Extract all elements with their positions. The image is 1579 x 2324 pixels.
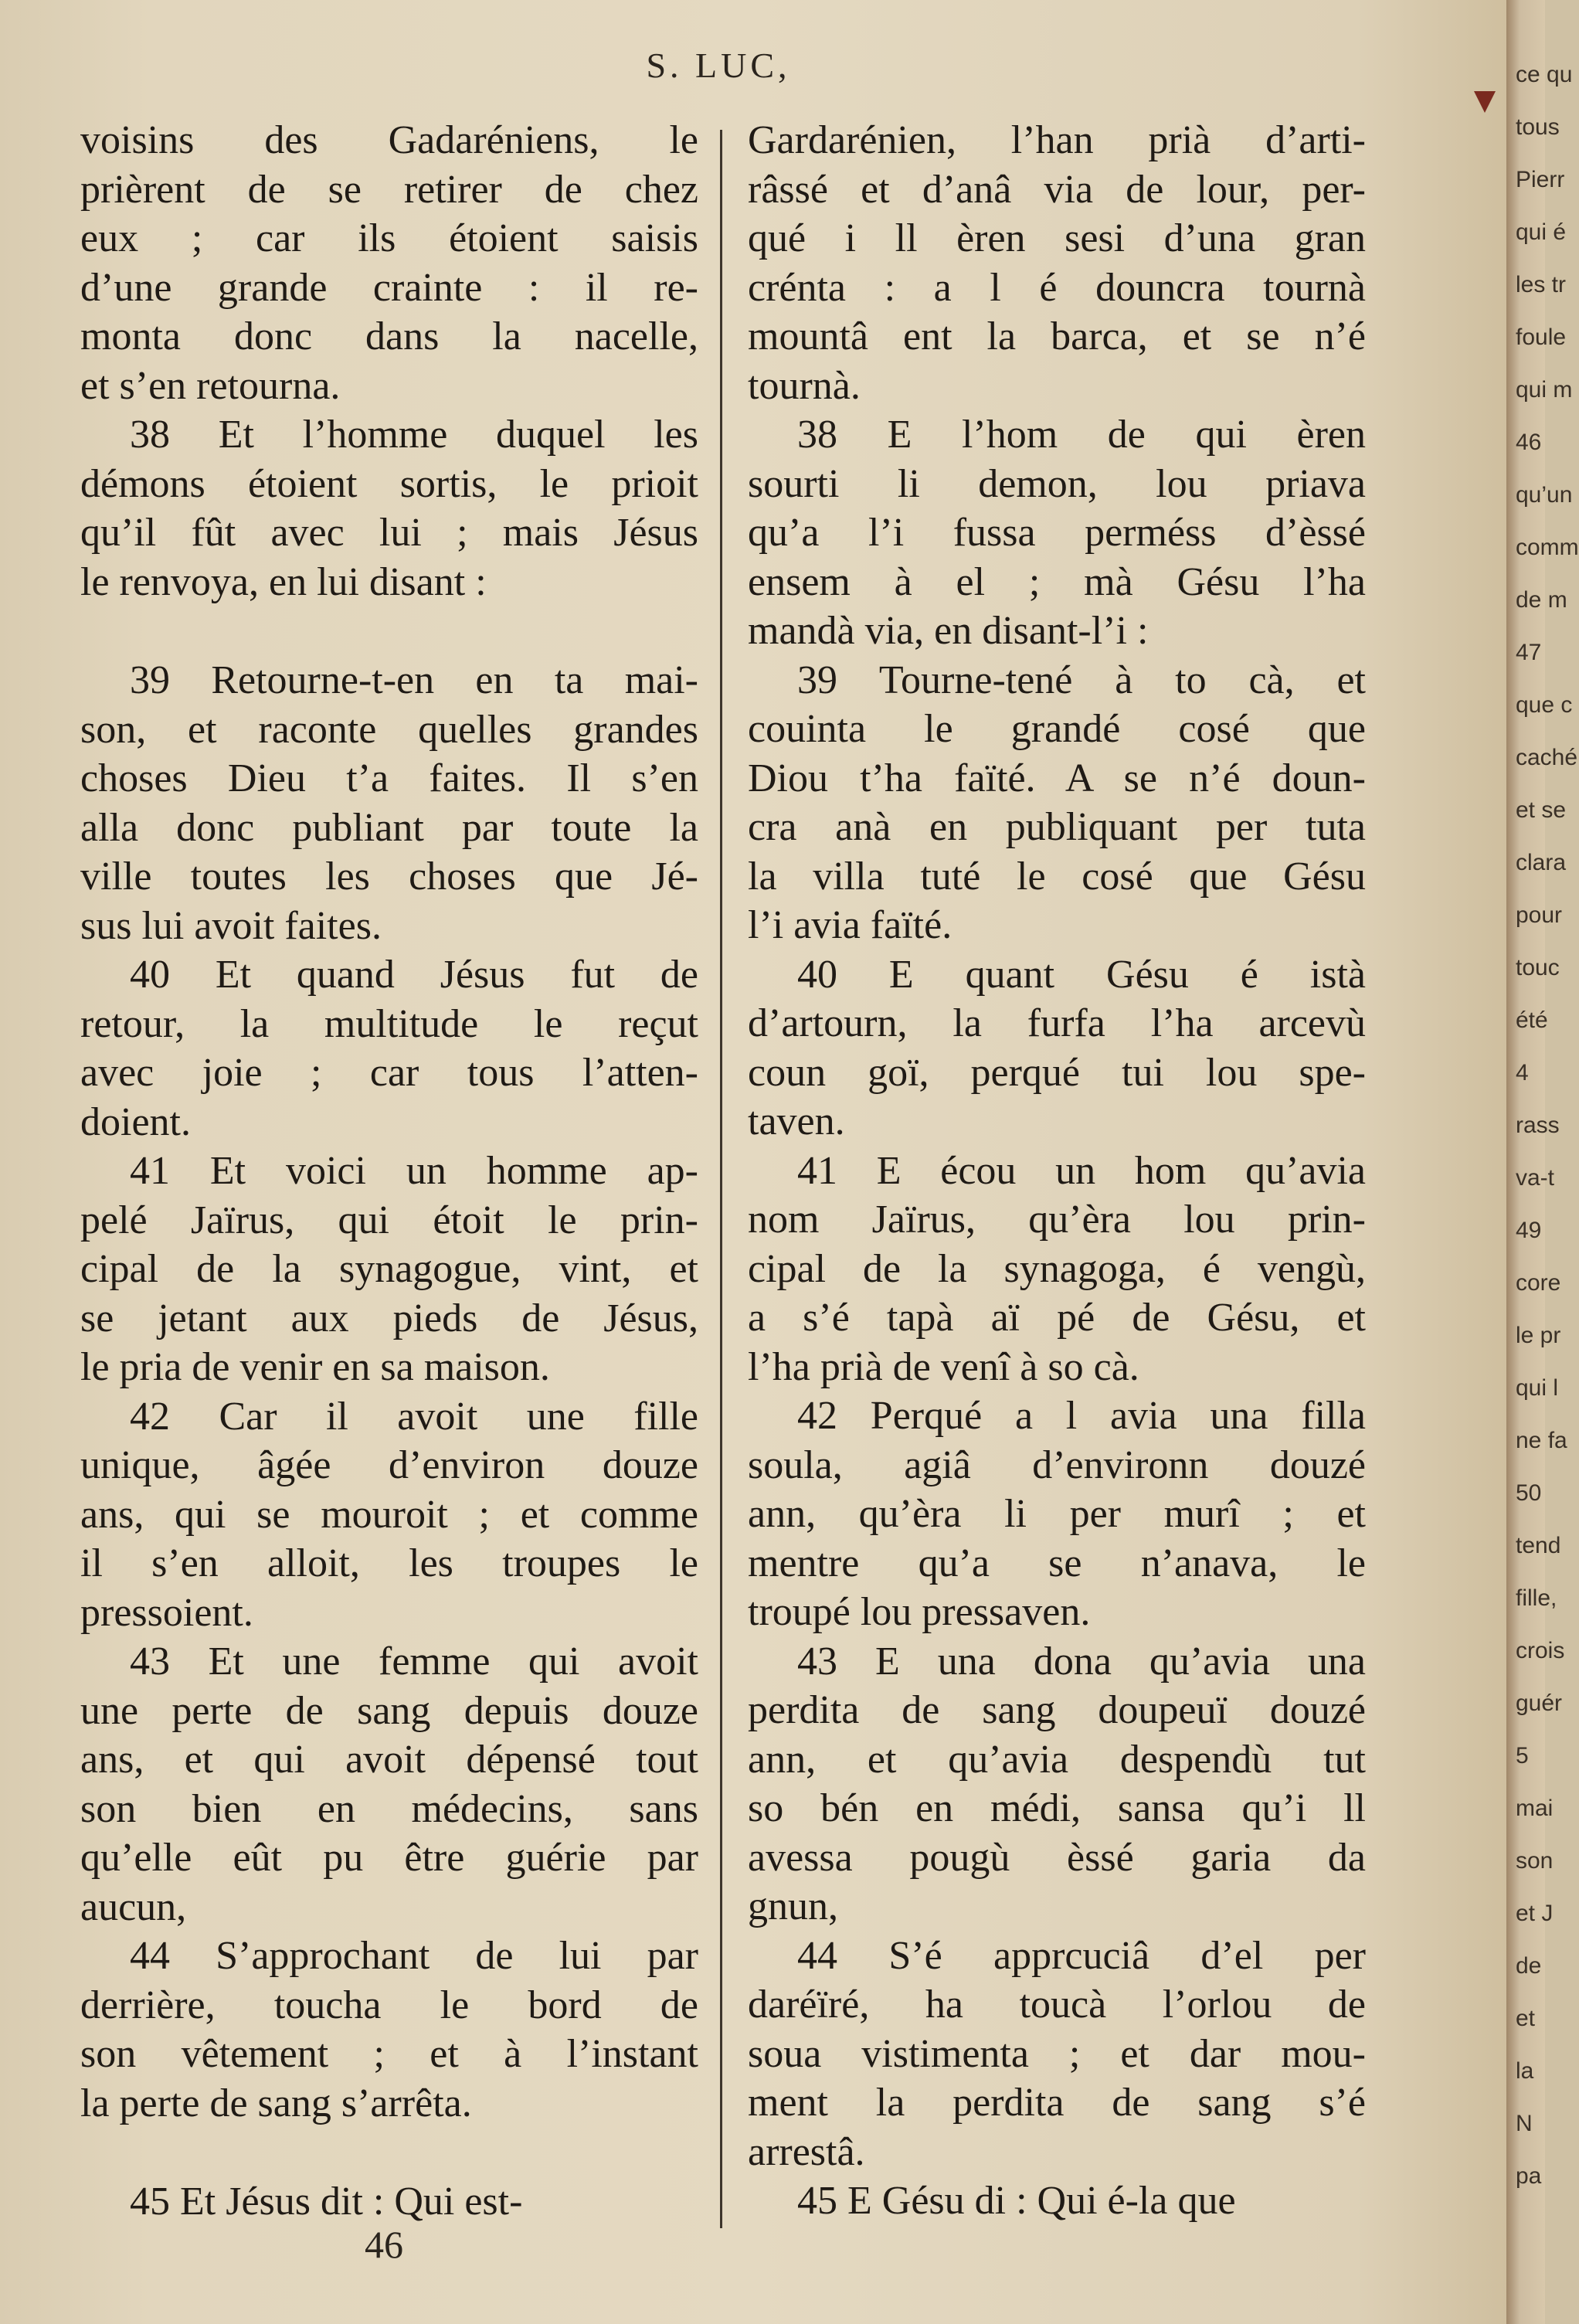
text-line: retour, la multitude le reçut xyxy=(80,1001,698,1046)
edge-text-fragment: qui m xyxy=(1516,377,1573,403)
next-page-edge xyxy=(1506,0,1579,2324)
text-line: soula, agiâ d’environn douzé xyxy=(748,1442,1366,1487)
edge-text-fragment: N xyxy=(1516,2111,1533,2136)
text-line: sus lui avoit faites. xyxy=(80,903,382,948)
edge-text-fragment: fille, xyxy=(1516,1585,1557,1611)
edge-text-fragment: 47 xyxy=(1516,640,1542,665)
text-line: le renvoya, en lui disant : xyxy=(80,559,487,604)
text-line: ans, qui se mouroit ; et comme xyxy=(80,1492,698,1537)
edge-text-fragment: tous xyxy=(1516,114,1560,140)
text-line: son, et raconte quelles grandes xyxy=(80,707,698,752)
text-line: tournà. xyxy=(748,363,861,408)
edge-text-fragment: qu’un xyxy=(1516,482,1573,508)
text-line: 45 E Gésu di : Qui é-la que xyxy=(797,2179,1236,2223)
edge-text-fragment: les tr xyxy=(1516,272,1567,297)
edge-text-fragment: 49 xyxy=(1516,1218,1542,1243)
text-line: unique, âgée d’environ douze xyxy=(80,1443,698,1487)
text-line: avessa pougù èssé garia da xyxy=(748,1835,1366,1880)
text-line: ensem à el ; mà Gésu l’ha xyxy=(748,559,1366,604)
text-line: démons étoient sortis, le prioit xyxy=(80,461,698,506)
text-line: il s’en alloit, les troupes le xyxy=(80,1541,698,1585)
text-line: cra anà en publiquant per tuta xyxy=(748,805,1366,849)
text-line: arrestâ. xyxy=(748,2129,865,2174)
text-line: monta donc dans la nacelle, xyxy=(80,314,698,358)
text-line: ann, qu’èra li per murî ; et xyxy=(748,1492,1366,1536)
text-line: la villa tuté le cosé que Gésu xyxy=(748,854,1366,899)
text-line: 42 Car il avoit une fille xyxy=(130,1394,698,1439)
edge-text-fragment: guér xyxy=(1516,1690,1563,1716)
text-line: daréïré, ha toucà l’orlou de xyxy=(748,1983,1366,2027)
text-line: 39 Tourne-tené à to cà, et xyxy=(797,657,1366,702)
edge-text-fragment: 46 xyxy=(1516,430,1542,455)
text-line: se jetant aux pieds de Jésus, xyxy=(80,1296,698,1340)
column-divider xyxy=(720,130,722,2228)
text-line: avec joie ; car tous l’atten- xyxy=(80,1051,698,1095)
text-line: doient. xyxy=(80,1099,191,1144)
edge-text-fragment: pour xyxy=(1516,902,1563,928)
text-line: prièrent de se retirer de chez xyxy=(80,167,698,212)
text-line: 40 Et quand Jésus fut de xyxy=(130,953,698,997)
text-line: ans, et qui avoit dépensé tout xyxy=(80,1738,698,1782)
edge-text-fragment: qui é xyxy=(1516,219,1567,245)
edge-text-fragment: rass xyxy=(1516,1113,1560,1138)
text-line: et s’en retourna. xyxy=(80,363,341,408)
text-line: 40 E quant Gésu é istà xyxy=(797,952,1366,997)
text-line: ment la perdita de sang s’é xyxy=(748,2081,1366,2125)
text-line: alla donc publiant par toute la xyxy=(80,805,698,850)
text-line: ann, et qu’avia despendù tut xyxy=(748,1737,1366,1782)
edge-text-fragment: 4 xyxy=(1516,1060,1529,1086)
edge-text-fragment: va-t xyxy=(1516,1165,1555,1191)
edge-text-fragment: que c xyxy=(1516,692,1573,718)
edge-text-fragment: clara xyxy=(1516,850,1567,875)
text-line: l’ha prià de venî à so cà. xyxy=(748,1344,1139,1389)
text-line: 39 Retourne-t-en en ta mai- xyxy=(130,658,698,702)
running-header: S. LUC, xyxy=(646,46,791,85)
text-line: 38 E l’hom de qui èren xyxy=(797,413,1366,457)
text-line: couinta le grandé cosé que xyxy=(748,707,1366,751)
text-line: qu’a l’i fussa perméss d’èssé xyxy=(748,511,1366,555)
edge-text-fragment: 50 xyxy=(1516,1480,1542,1506)
text-line: Gardarénien, l’han prià d’arti- xyxy=(748,118,1366,162)
edge-text-fragment: et se xyxy=(1516,797,1567,823)
text-line: nom Jaïrus, qu’èra lou prin- xyxy=(748,1198,1366,1242)
edge-text-fragment: ce qu xyxy=(1516,62,1573,87)
edge-text-fragment: pa xyxy=(1516,2163,1542,2189)
page-number: 46 xyxy=(365,2223,403,2266)
edge-text-fragment: et xyxy=(1516,2006,1536,2031)
french-column xyxy=(80,116,698,2227)
edge-text-fragment: ne fa xyxy=(1516,1428,1567,1453)
edge-text-fragment: crois xyxy=(1516,1638,1565,1663)
text-line: l’i avia faïté. xyxy=(748,903,952,947)
edge-text-fragment: comm xyxy=(1516,535,1579,560)
text-line: d’artourn, la furfa l’ha arcevù xyxy=(748,1001,1366,1045)
edge-text-fragment: qui l xyxy=(1516,1375,1559,1401)
text-line: la perte de sang s’arrêta. xyxy=(80,2081,472,2125)
text-line: son bien en médecins, sans xyxy=(80,1786,698,1831)
edge-text-fragment: touc xyxy=(1516,955,1560,980)
bookmark-ribbon xyxy=(1474,91,1496,113)
edge-text-fragment: foule xyxy=(1516,324,1567,350)
text-line: 41 Et voici un homme ap- xyxy=(130,1149,698,1193)
edge-text-fragment: caché xyxy=(1516,745,1578,770)
text-line: pelé Jaïrus, qui étoit le prin- xyxy=(80,1198,698,1242)
text-line: qu’elle eût pu être guérie par xyxy=(80,1836,698,1880)
edge-text-fragment: le pr xyxy=(1516,1323,1561,1348)
text-line: perdita de sang doupeuï douzé xyxy=(748,1688,1366,1732)
text-line: pressoient. xyxy=(80,1590,253,1635)
text-line: qu’il fût avec lui ; mais Jésus xyxy=(80,511,698,555)
text-line: taven. xyxy=(748,1099,845,1143)
text-line: soua vistimenta ; et dar mou- xyxy=(748,2031,1366,2076)
text-line: 41 E écou un hom qu’avia xyxy=(797,1148,1366,1193)
text-line: mandà via, en disant-l’i : xyxy=(748,609,1149,653)
text-line: crénta : a l é douncra tournà xyxy=(748,265,1366,310)
edge-text-fragment: tend xyxy=(1516,1533,1561,1558)
text-line: qué i ll èren sesi d’una gran xyxy=(748,216,1366,260)
text-line: mountâ ent la barca, et se n’é xyxy=(748,314,1366,358)
text-line: 42 Perqué a l avia una filla xyxy=(797,1394,1366,1438)
text-line: son vêtement ; et à l’instant xyxy=(80,2032,698,2076)
text-line: cipal de la synagoga, é vengù, xyxy=(748,1246,1366,1291)
edge-text-fragment: et J xyxy=(1516,1901,1554,1926)
edge-text-fragment: core xyxy=(1516,1270,1561,1296)
text-line: le pria de venir en sa maison. xyxy=(80,1345,550,1389)
edge-text-fragment: de xyxy=(1516,1953,1542,1979)
text-line: râssé et d’anâ via de lour, per- xyxy=(748,167,1366,212)
text-line: mentre qu’a se n’anava, le xyxy=(748,1541,1366,1585)
text-line: 43 E una dona qu’avia una xyxy=(797,1639,1366,1684)
text-line: 43 Et une femme qui avoit xyxy=(130,1639,698,1684)
edge-text-fragment: la xyxy=(1516,2058,1534,2084)
edge-text-fragment: Pierr xyxy=(1516,167,1565,192)
text-line: derrière, toucha le bord de xyxy=(80,1983,698,2027)
text-line: 45 Et Jésus dit : Qui est- xyxy=(130,2180,523,2224)
edge-text-fragment: son xyxy=(1516,1848,1554,1874)
text-line: troupé lou pressaven. xyxy=(748,1590,1091,1634)
text-line: une perte de sang depuis douze xyxy=(80,1688,698,1733)
text-line: d’une grande crainte : il re- xyxy=(80,265,698,310)
text-line: aucun, xyxy=(80,1884,187,1929)
edge-text-fragment: de m xyxy=(1516,587,1567,613)
edge-text-fragment: mai xyxy=(1516,1796,1554,1821)
text-line: coun goï, perqué tui lou spe- xyxy=(748,1050,1366,1095)
text-line: ville toutes les choses que Jé- xyxy=(80,855,698,899)
text-line: gnun, xyxy=(748,1884,838,1928)
text-line: eux ; car ils étoient saisis xyxy=(80,216,698,260)
text-line: sourti li demon, lou priava xyxy=(748,461,1366,506)
text-line: Diou t’ha faïté. A se n’é doun- xyxy=(748,756,1366,800)
text-line: cipal de la synagogue, vint, et xyxy=(80,1247,698,1291)
text-line: so bén en médi, sansa qu’i ll xyxy=(748,1786,1366,1830)
edge-text-fragment: 5 xyxy=(1516,1743,1529,1768)
text-line: voisins des Gadaréniens, le xyxy=(80,118,698,162)
text-line: choses Dieu t’a faites. Il s’en xyxy=(80,756,698,800)
text-line: 38 Et l’homme duquel les xyxy=(130,413,698,457)
occitan-column xyxy=(748,116,1366,2226)
text-line: 44 S’é apprcuciâ d’el per xyxy=(797,1933,1366,1978)
text-line: 44 S’approchant de lui par xyxy=(130,1934,698,1978)
text-line: a s’é tapà aï pé de Gésu, et xyxy=(748,1296,1366,1340)
edge-text-fragment: été xyxy=(1516,1007,1548,1033)
